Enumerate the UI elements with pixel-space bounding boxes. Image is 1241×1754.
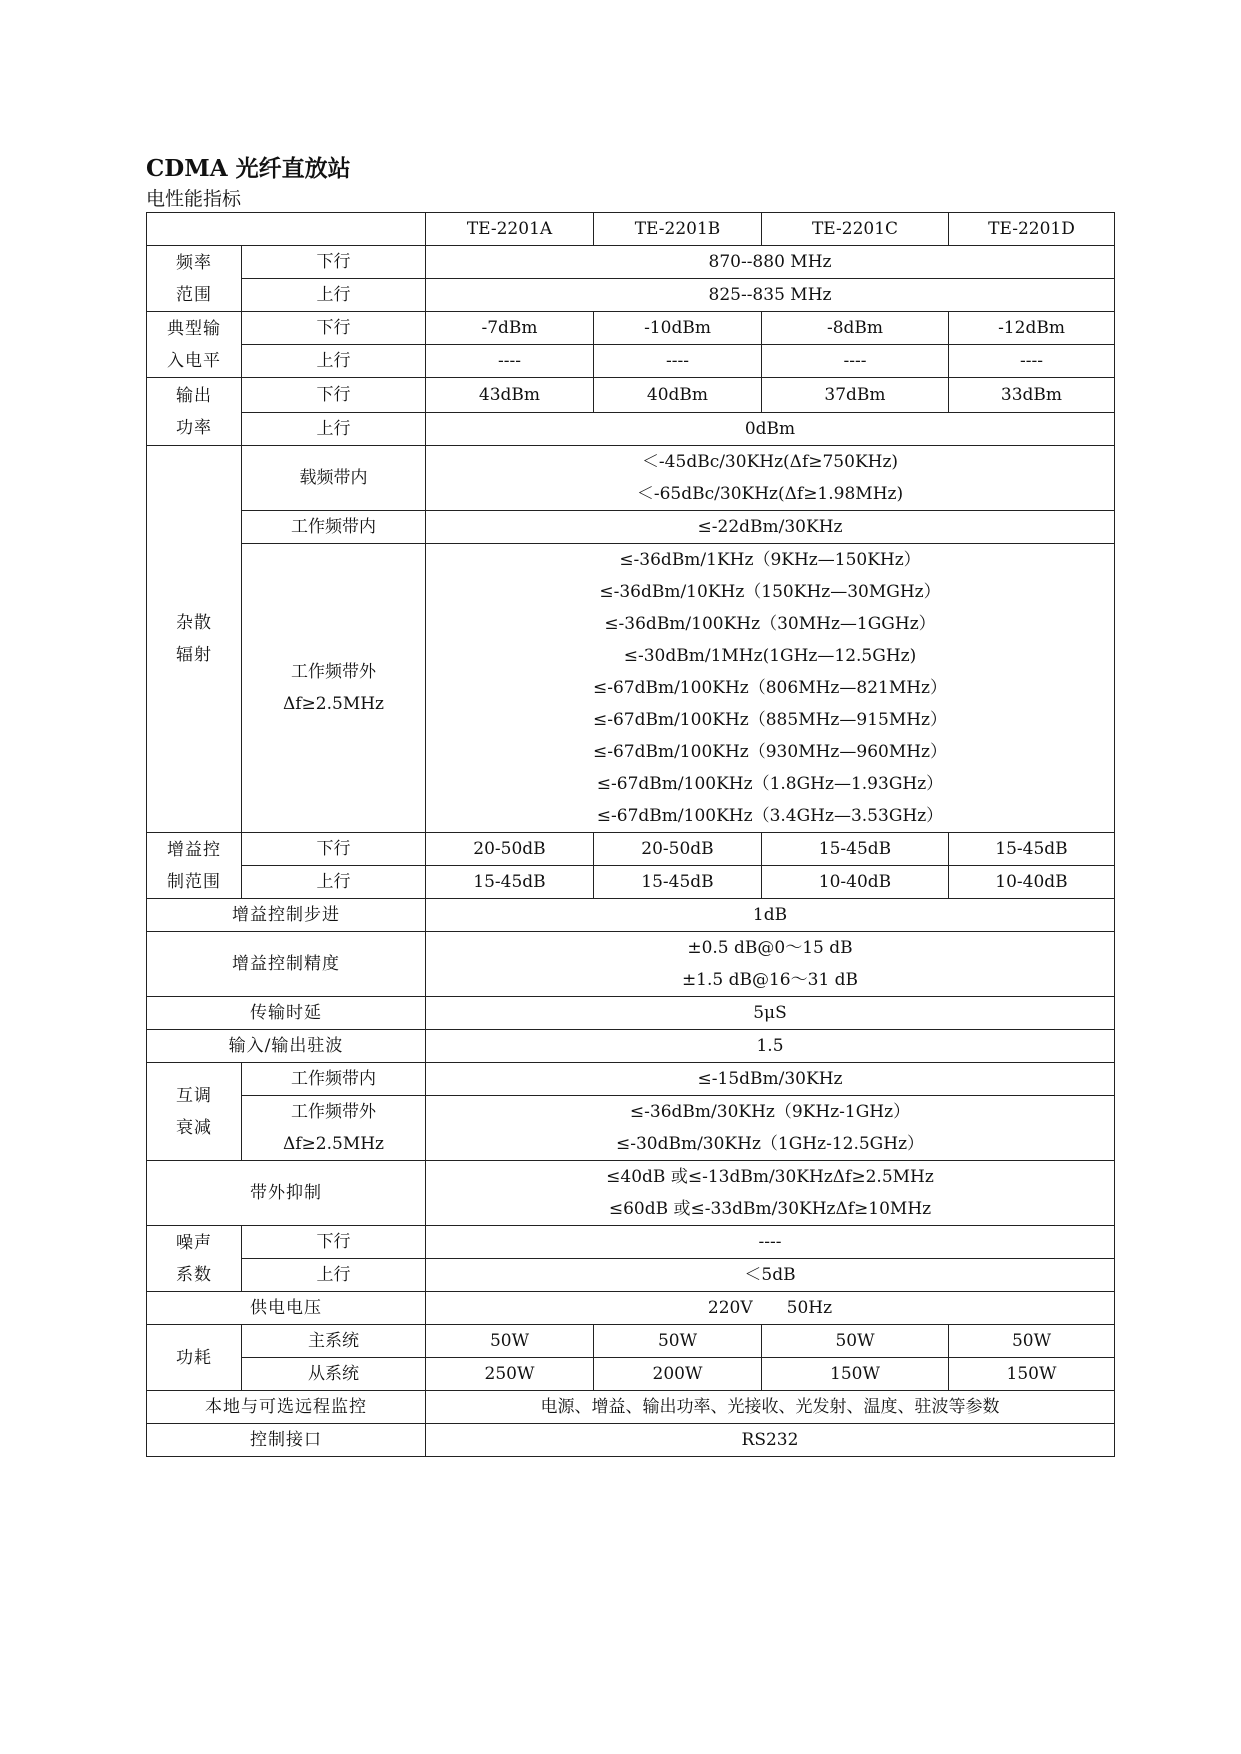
table-row xyxy=(147,1424,1115,1457)
row-label-freq-range: 频率 范围 xyxy=(147,246,242,312)
sub-label: 下行 xyxy=(242,833,426,866)
value-cell: ---- xyxy=(949,345,1115,378)
row-label-gain-accuracy: 增益控制精度 xyxy=(147,932,426,997)
header-empty-cell xyxy=(147,213,426,246)
table-row xyxy=(147,1391,1115,1424)
sub-label: 下行 xyxy=(242,246,426,279)
value-cell: ≤40dB 或≤-13dBm/30KHzΔf≥2.5MHz ≤60dB 或≤-33dBm/30KHzΔf≥10MHz xyxy=(426,1161,1115,1226)
value-cell: 电源、增益、输出功率、光接收、光发射、温度、驻波等参数 xyxy=(426,1391,1115,1424)
value-cell: RS232 xyxy=(426,1424,1115,1457)
table-row xyxy=(147,1259,1115,1292)
table-row xyxy=(147,899,1115,932)
table-row xyxy=(147,446,1115,511)
row-label-input-level: 典型输 入电平 xyxy=(147,312,242,378)
row-label-output-power: 输出 功率 xyxy=(147,378,242,446)
table-row xyxy=(147,1325,1115,1358)
row-label-out-of-band: 带外抑制 xyxy=(147,1161,426,1226)
table-row xyxy=(147,345,1115,378)
table-row xyxy=(147,413,1115,446)
table-row xyxy=(147,932,1115,997)
table-row xyxy=(147,1358,1115,1391)
document-subtitle: 电性能指标 xyxy=(146,188,242,210)
row-label-monitor: 本地与可选远程监控 xyxy=(147,1391,426,1424)
table-row xyxy=(147,1292,1115,1325)
value-cell: 200W xyxy=(594,1358,762,1391)
value-cell: ±0.5 dB@0～15 dB ±1.5 dB@16～31 dB xyxy=(426,932,1115,997)
sub-label: 上行 xyxy=(242,345,426,378)
model-header: TE-2201D xyxy=(949,213,1115,246)
sub-label: 上行 xyxy=(242,866,426,899)
value-cell: 15-45dB xyxy=(762,833,949,866)
table-row xyxy=(147,544,1115,833)
value-cell: 15-45dB xyxy=(594,866,762,899)
value-cell: 20-50dB xyxy=(594,833,762,866)
sub-label: 上行 xyxy=(242,413,426,446)
sub-label: 上行 xyxy=(242,1259,426,1292)
value-cell: ---- xyxy=(426,345,594,378)
sub-label: 下行 xyxy=(242,1226,426,1259)
sub-label: 上行 xyxy=(242,279,426,312)
spec-table xyxy=(146,212,1115,1457)
value-cell: ≤-15dBm/30KHz xyxy=(426,1063,1115,1096)
table-row xyxy=(147,833,1115,866)
value-cell: 1dB xyxy=(426,899,1115,932)
table-row xyxy=(147,511,1115,544)
value-cell: 33dBm xyxy=(949,378,1115,413)
sub-label-out-band: 工作频带外 Δf≥2.5MHz xyxy=(242,1096,426,1161)
row-label-vswr: 输入/输出驻波 xyxy=(147,1030,426,1063)
table-row xyxy=(147,1161,1115,1226)
value-cell: -12dBm xyxy=(949,312,1115,345)
value-cell: ---- xyxy=(762,345,949,378)
sub-label: 主系统 xyxy=(242,1325,426,1358)
value-cell: 220V 50Hz xyxy=(426,1292,1115,1325)
value-cell: ≤-36dBm/1KHz（9KHz—150KHz） ≤-36dBm/10KHz（150KHz—30MGHz） ≤-36dBm/100KHz（30MHz—1GGHz） ≤-30dBm/1MHz(1GHz—12.5GHz) ≤-67dBm/100KHz（806MHz—821MHz） ≤-67dBm/100KHz（885MHz—915MHz） ≤-67dBm/100KHz（930MHz—960MHz） ≤-67dBm/100KHz（1.8GHz—1.93GHz） ≤-67dBm/100KHz（3.4GHz—3.53GHz） xyxy=(426,544,1115,833)
value-cell: 50W xyxy=(762,1325,949,1358)
row-label-noise: 噪声 系数 xyxy=(147,1226,242,1292)
table-row xyxy=(147,378,1115,413)
value-cell: -10dBm xyxy=(594,312,762,345)
value-cell: 10-40dB xyxy=(949,866,1115,899)
value-cell: 870--880 MHz xyxy=(426,246,1115,279)
value-cell: -8dBm xyxy=(762,312,949,345)
value-cell: ≤-22dBm/30KHz xyxy=(426,511,1115,544)
table-row xyxy=(147,279,1115,312)
table-row xyxy=(147,1096,1115,1161)
row-label-intermod: 互调 衰减 xyxy=(147,1063,242,1161)
sub-label: 下行 xyxy=(242,378,426,413)
sub-label-out-band: 工作频带外 Δf≥2.5MHz xyxy=(242,544,426,833)
row-label-gain-step: 增益控制步进 xyxy=(147,899,426,932)
value-cell: 5μS xyxy=(426,997,1115,1030)
value-cell: 20-50dB xyxy=(426,833,594,866)
value-cell: ---- xyxy=(426,1226,1115,1259)
value-cell: 150W xyxy=(762,1358,949,1391)
value-cell: ≤-36dBm/30KHz（9KHz-1GHz） ≤-30dBm/30KHz（1GHz-12.5GHz） xyxy=(426,1096,1115,1161)
sub-label: 下行 xyxy=(242,312,426,345)
table-row xyxy=(147,997,1115,1030)
row-label-supply: 供电电压 xyxy=(147,1292,426,1325)
value-cell: -7dBm xyxy=(426,312,594,345)
value-cell: 43dBm xyxy=(426,378,594,413)
row-label-power: 功耗 xyxy=(147,1325,242,1391)
value-cell: ---- xyxy=(594,345,762,378)
value-cell: 15-45dB xyxy=(426,866,594,899)
value-cell: 150W xyxy=(949,1358,1115,1391)
value-cell: ＜-45dBc/30KHz(Δf≥750KHz) ＜-65dBc/30KHz(Δf≥1.98MHz) xyxy=(426,446,1115,511)
sub-label: 从系统 xyxy=(242,1358,426,1391)
row-label-spurious: 杂散 辐射 xyxy=(147,446,242,833)
value-cell: 50W xyxy=(594,1325,762,1358)
row-label-interface: 控制接口 xyxy=(147,1424,426,1457)
model-header: TE-2201B xyxy=(594,213,762,246)
sub-label: 载频带内 xyxy=(242,446,426,511)
value-cell: 40dBm xyxy=(594,378,762,413)
model-header: TE-2201C xyxy=(762,213,949,246)
table-row xyxy=(147,312,1115,345)
value-cell: 37dBm xyxy=(762,378,949,413)
value-cell: 15-45dB xyxy=(949,833,1115,866)
sub-label: 工作频带内 xyxy=(242,1063,426,1096)
value-cell: 50W xyxy=(426,1325,594,1358)
table-row xyxy=(147,1226,1115,1259)
value-cell: 10-40dB xyxy=(762,866,949,899)
table-row xyxy=(147,246,1115,279)
table-row xyxy=(147,1063,1115,1096)
sub-label: 工作频带内 xyxy=(242,511,426,544)
value-cell: 825--835 MHz xyxy=(426,279,1115,312)
table-row xyxy=(147,1030,1115,1063)
table-row xyxy=(147,866,1115,899)
value-cell: ＜5dB xyxy=(426,1259,1115,1292)
value-cell: 250W xyxy=(426,1358,594,1391)
value-cell: 0dBm xyxy=(426,413,1115,446)
document-title: CDMA 光纤直放站 xyxy=(146,155,351,182)
value-cell: 1.5 xyxy=(426,1030,1115,1063)
row-label-gain-range: 增益控 制范围 xyxy=(147,833,242,899)
row-label-delay: 传输时延 xyxy=(147,997,426,1030)
header-row xyxy=(147,213,1115,246)
value-cell: 50W xyxy=(949,1325,1115,1358)
model-header: TE-2201A xyxy=(426,213,594,246)
